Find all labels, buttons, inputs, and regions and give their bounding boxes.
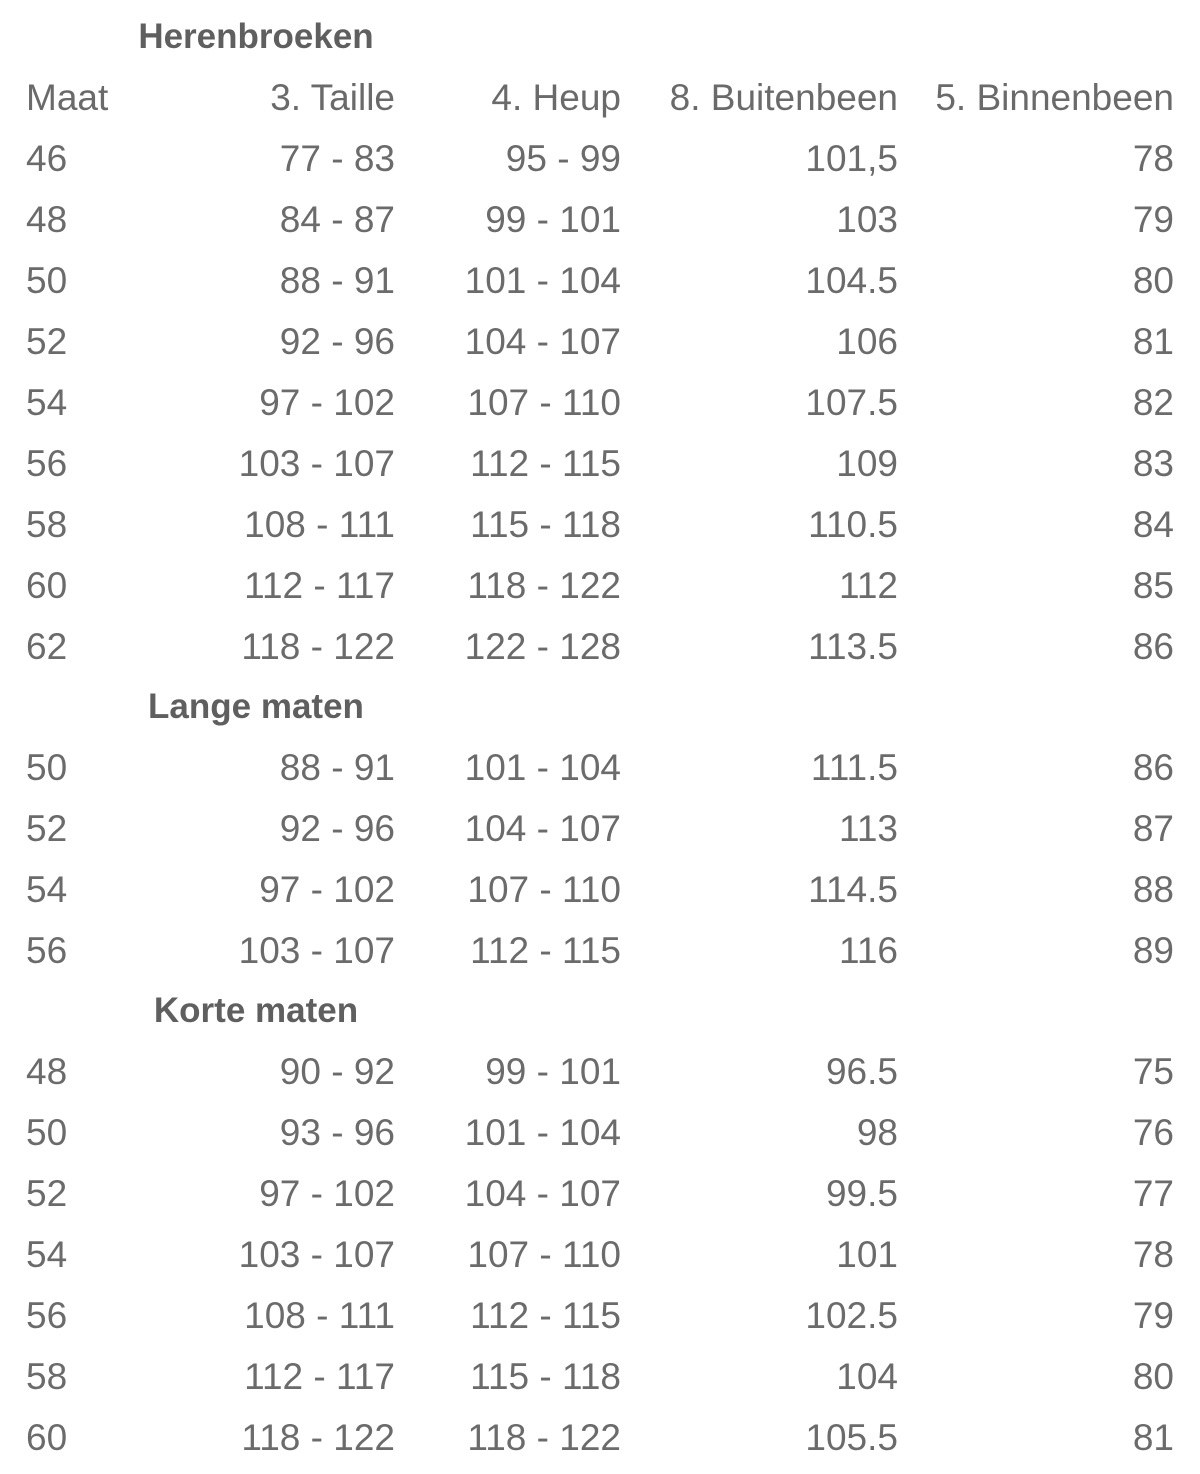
table-row bbox=[0, 433, 1200, 494]
cell-buitenbeen: 116 bbox=[839, 930, 898, 971]
cell-binnenbeen: 78 bbox=[1132, 1234, 1174, 1275]
cell-buitenbeen: 104 bbox=[836, 1356, 898, 1397]
cell-buitenbeen: 112 bbox=[839, 565, 898, 606]
cell-taille: 118 - 122 bbox=[241, 626, 395, 667]
cell-taille: 92 - 96 bbox=[279, 321, 395, 362]
cell-taille: 108 - 111 bbox=[244, 1295, 395, 1336]
cell-maat: 60 bbox=[26, 565, 68, 606]
cell-heup: 118 - 122 bbox=[467, 1417, 621, 1458]
cell-heup: 95 - 99 bbox=[505, 138, 621, 179]
cell-buitenbeen: 104.5 bbox=[805, 260, 898, 301]
cell-taille: 84 - 87 bbox=[279, 199, 395, 240]
table-row bbox=[0, 798, 1200, 859]
cell-binnenbeen: 87 bbox=[1132, 808, 1174, 849]
cell-heup: 107 - 110 bbox=[467, 1234, 621, 1275]
cell-maat: 56 bbox=[26, 443, 68, 484]
cell-buitenbeen: 102.5 bbox=[805, 1295, 898, 1336]
table-row bbox=[0, 1163, 1200, 1224]
cell-maat: 58 bbox=[26, 504, 68, 545]
table-row bbox=[0, 1285, 1200, 1346]
table-row bbox=[0, 616, 1200, 677]
table-row bbox=[0, 859, 1200, 920]
cell-taille: 77 - 83 bbox=[279, 138, 395, 179]
cell-heup: 99 - 101 bbox=[485, 199, 621, 240]
cell-heup: 101 - 104 bbox=[464, 1112, 621, 1153]
cell-buitenbeen: 99.5 bbox=[825, 1173, 898, 1214]
cell-heup: 118 - 122 bbox=[467, 565, 621, 606]
cell-buitenbeen: 109 bbox=[836, 443, 898, 484]
cell-binnenbeen: 86 bbox=[1132, 626, 1174, 667]
cell-heup: 122 - 128 bbox=[464, 626, 621, 667]
cell-maat: 54 bbox=[26, 1234, 68, 1275]
cell-maat: 48 bbox=[26, 1051, 68, 1092]
header-taille: 3. Taille bbox=[270, 77, 395, 118]
cell-maat: 54 bbox=[26, 869, 68, 910]
cell-maat: 54 bbox=[26, 382, 68, 423]
cell-buitenbeen: 105.5 bbox=[805, 1417, 898, 1458]
cell-buitenbeen: 103 bbox=[836, 199, 898, 240]
cell-maat: 50 bbox=[26, 1112, 68, 1153]
cell-binnenbeen: 79 bbox=[1132, 199, 1174, 240]
cell-heup: 104 - 107 bbox=[464, 1173, 621, 1214]
cell-buitenbeen: 113 bbox=[839, 808, 898, 849]
cell-taille: 97 - 102 bbox=[259, 1173, 395, 1214]
table-row bbox=[0, 128, 1200, 189]
cell-heup: 104 - 107 bbox=[464, 808, 621, 849]
cell-taille: 88 - 91 bbox=[279, 260, 395, 301]
table-row bbox=[0, 1041, 1200, 1102]
cell-taille: 92 - 96 bbox=[279, 808, 395, 849]
cell-heup: 115 - 118 bbox=[470, 504, 621, 545]
cell-maat: 62 bbox=[26, 626, 68, 667]
cell-taille: 103 - 107 bbox=[238, 443, 395, 484]
cell-heup: 104 - 107 bbox=[464, 321, 621, 362]
header-heup: 4. Heup bbox=[491, 77, 621, 118]
cell-taille: 103 - 107 bbox=[238, 930, 395, 971]
cell-binnenbeen: 77 bbox=[1132, 1173, 1174, 1214]
cell-binnenbeen: 80 bbox=[1132, 1356, 1174, 1397]
cell-taille: 112 - 117 bbox=[244, 1356, 395, 1397]
cell-maat: 52 bbox=[26, 321, 68, 362]
table-row bbox=[0, 737, 1200, 798]
cell-binnenbeen: 82 bbox=[1132, 382, 1174, 423]
cell-binnenbeen: 81 bbox=[1132, 1417, 1174, 1458]
cell-binnenbeen: 80 bbox=[1132, 260, 1174, 301]
cell-taille: 118 - 122 bbox=[241, 1417, 395, 1458]
cell-maat: 56 bbox=[26, 930, 68, 971]
cell-heup: 99 - 101 bbox=[485, 1051, 621, 1092]
cell-binnenbeen: 81 bbox=[1132, 321, 1174, 362]
table-row bbox=[0, 372, 1200, 433]
section-title-lange-maten: Lange maten bbox=[148, 687, 364, 726]
cell-buitenbeen: 110.5 bbox=[808, 504, 898, 545]
cell-maat: 52 bbox=[26, 1173, 68, 1214]
cell-binnenbeen: 83 bbox=[1132, 443, 1174, 484]
cell-buitenbeen: 98 bbox=[856, 1112, 898, 1153]
cell-buitenbeen: 101,5 bbox=[805, 138, 898, 179]
cell-buitenbeen: 111.5 bbox=[810, 747, 898, 788]
cell-maat: 46 bbox=[26, 138, 68, 179]
cell-buitenbeen: 101 bbox=[836, 1234, 898, 1275]
cell-binnenbeen: 76 bbox=[1132, 1112, 1174, 1153]
cell-heup: 101 - 104 bbox=[464, 260, 621, 301]
cell-binnenbeen: 85 bbox=[1132, 565, 1174, 606]
cell-taille: 97 - 102 bbox=[259, 382, 395, 423]
table-row bbox=[0, 1407, 1200, 1468]
cell-maat: 60 bbox=[26, 1417, 68, 1458]
table-row bbox=[0, 494, 1200, 555]
cell-maat: 48 bbox=[26, 199, 68, 240]
cell-taille: 93 - 96 bbox=[279, 1112, 395, 1153]
cell-heup: 115 - 118 bbox=[470, 1356, 621, 1397]
cell-taille: 112 - 117 bbox=[244, 565, 395, 606]
header-maat: Maat bbox=[26, 77, 109, 118]
header-row bbox=[0, 67, 1200, 128]
table-row bbox=[0, 189, 1200, 250]
cell-heup: 112 - 115 bbox=[470, 1295, 621, 1336]
cell-heup: 107 - 110 bbox=[467, 382, 621, 423]
cell-maat: 50 bbox=[26, 260, 68, 301]
header-binnenbeen: 5. Binnenbeen bbox=[935, 77, 1174, 118]
table-row bbox=[0, 311, 1200, 372]
cell-maat: 52 bbox=[26, 808, 68, 849]
cell-binnenbeen: 84 bbox=[1132, 504, 1174, 545]
cell-taille: 108 - 111 bbox=[244, 504, 395, 545]
cell-binnenbeen: 86 bbox=[1132, 747, 1174, 788]
cell-binnenbeen: 89 bbox=[1132, 930, 1174, 971]
table-row bbox=[0, 250, 1200, 311]
cell-maat: 50 bbox=[26, 747, 68, 788]
cell-heup: 112 - 115 bbox=[470, 930, 621, 971]
cell-heup: 101 - 104 bbox=[464, 747, 621, 788]
cell-binnenbeen: 79 bbox=[1132, 1295, 1174, 1336]
cell-taille: 88 - 91 bbox=[279, 747, 395, 788]
table-row bbox=[0, 1102, 1200, 1163]
table-row bbox=[0, 1224, 1200, 1285]
cell-buitenbeen: 96.5 bbox=[825, 1051, 898, 1092]
cell-maat: 58 bbox=[26, 1356, 68, 1397]
cell-binnenbeen: 78 bbox=[1132, 138, 1174, 179]
cell-maat: 56 bbox=[26, 1295, 68, 1336]
section-title-korte-maten: Korte maten bbox=[153, 991, 359, 1030]
cell-taille: 97 - 102 bbox=[259, 869, 395, 910]
cell-heup: 107 - 110 bbox=[467, 869, 621, 910]
table-row bbox=[0, 1346, 1200, 1407]
cell-taille: 90 - 92 bbox=[279, 1051, 395, 1092]
cell-binnenbeen: 88 bbox=[1132, 869, 1174, 910]
cell-buitenbeen: 107.5 bbox=[805, 382, 898, 423]
cell-taille: 103 - 107 bbox=[238, 1234, 395, 1275]
cell-binnenbeen: 75 bbox=[1132, 1051, 1174, 1092]
section-title-herenbroeken: Herenbroeken bbox=[138, 17, 374, 56]
cell-heup: 112 - 115 bbox=[470, 443, 621, 484]
table-row bbox=[0, 920, 1200, 981]
cell-buitenbeen: 113.5 bbox=[808, 626, 898, 667]
cell-buitenbeen: 106 bbox=[836, 321, 898, 362]
header-buitenbeen: 8. Buitenbeen bbox=[669, 77, 898, 118]
cell-buitenbeen: 114.5 bbox=[808, 869, 898, 910]
table-row bbox=[0, 555, 1200, 616]
